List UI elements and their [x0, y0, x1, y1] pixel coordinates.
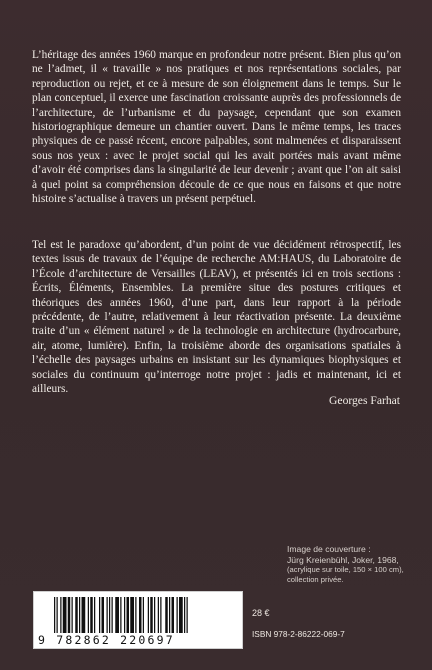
barcode-bar — [107, 597, 108, 633]
barcode-bar — [109, 597, 110, 633]
barcode-bar — [169, 597, 170, 633]
barcode-bar — [72, 597, 73, 633]
credit-line-2: Jürg Kreienbühl, Joker, 1968, — [287, 554, 399, 565]
barcode-bar — [54, 597, 55, 633]
cover-image-credit — [287, 544, 417, 584]
blurb-paragraph-1: L’héritage des années 1960 marque en profondeur notre présent. Bien plus qu’on ne l’admet, il « travaille » nos pratiques et nos représentations sociales, par reproduction ou rejet, et ce à mesure de son éloignement dans le temps. Sur le plan conceptuel, il exerce une fascination croissante auprès des professionnels de l’architecture, de l’urbanisme et du paysage, cependant que son examen historiographique demeure un chantier ouvert. Dans le même temps, les traces physiques de ce passé récent, encore palpables, sont malmenées et disparaissent sous nos yeux : avec le projet social qui les avait portées mais avant même d’avoir été comprises dans la singularité de leur devenir ; avant que l’on ait saisi à quel point sa compréhension découle de ce que nous en faisons et que notre histoire s’actualise à travers un présent perpétuel. — [32, 49, 401, 206]
barcode-bar — [57, 597, 58, 633]
barcode-bar — [143, 597, 144, 633]
barcode-bar — [165, 597, 168, 633]
barcode-bar — [158, 597, 159, 633]
barcode — [33, 591, 243, 649]
barcode-bar — [130, 597, 134, 633]
barcode-bar — [75, 597, 78, 633]
barcode-bar — [154, 597, 155, 633]
barcode-bar — [60, 597, 61, 633]
credit-line-3: (acrylique sur toile, 150 × 100 cm), — [287, 565, 404, 575]
credit-line-1: Image de couverture : — [287, 544, 371, 554]
barcode-bar — [177, 597, 178, 633]
barcode-bar — [184, 597, 185, 633]
barcode-bar — [88, 597, 89, 633]
barcode-bar — [160, 597, 161, 633]
isbn-label: ISBN 978-2-86222-069-7 — [252, 629, 345, 639]
barcode-bar — [112, 597, 113, 633]
barcode-bar — [82, 597, 86, 633]
barcode-bar — [90, 597, 93, 633]
barcode-bar — [172, 597, 175, 633]
barcode-bar — [102, 597, 105, 633]
barcode-bar — [94, 597, 95, 633]
barcode-bar — [127, 597, 130, 633]
barcode-bar — [63, 597, 67, 633]
barcode-bar — [179, 597, 183, 633]
author-signature: Georges Farhat — [329, 394, 400, 407]
price-label: 28 € — [252, 608, 270, 618]
blurb-paragraph-2: Tel est le paradoxe qu’abordent, d’un point de vue décidément rétrospectif, les textes issus de travaux de l’équipe de recherche AM:HAUS, du Laboratoire de l’École d’architecture de Versailles (LEAV), et présentés ici en trois sections : Écrits, Éléments, Ensembles. La première situe des postures critiques et théoriques des années 1960, d’une part, dans leur rapport à la période précédente, de l’autre, relativement à leur réactivation présente. La deuxième traite d’un « élément naturel » de la technologie en architecture (hydrocarbure, air, atome, lumière). Enfin, la troisième aborde des organisations spatiales à l’échelle des paysages urbains en insistant sur les dynamiques biophysiques et sociales du continuum qu’interroge notre projet : jadis et maintenant, ici et ailleurs. — [32, 239, 401, 396]
barcode-bar — [124, 597, 125, 633]
credit-line-4: collection privée. — [287, 574, 344, 584]
barcode-bar — [150, 597, 153, 633]
barcode-bar — [68, 597, 71, 633]
barcode-bar — [115, 597, 119, 633]
barcode-bar — [120, 597, 121, 633]
barcode-bar — [99, 597, 100, 633]
barcode-bar — [79, 597, 80, 633]
barcode-digits: 9 782862 220697 — [38, 633, 175, 647]
barcode-bar — [187, 597, 188, 633]
barcode-bar — [139, 597, 142, 633]
barcode-bars — [54, 597, 236, 633]
barcode-bar — [135, 597, 136, 633]
barcode-bar — [148, 597, 149, 633]
